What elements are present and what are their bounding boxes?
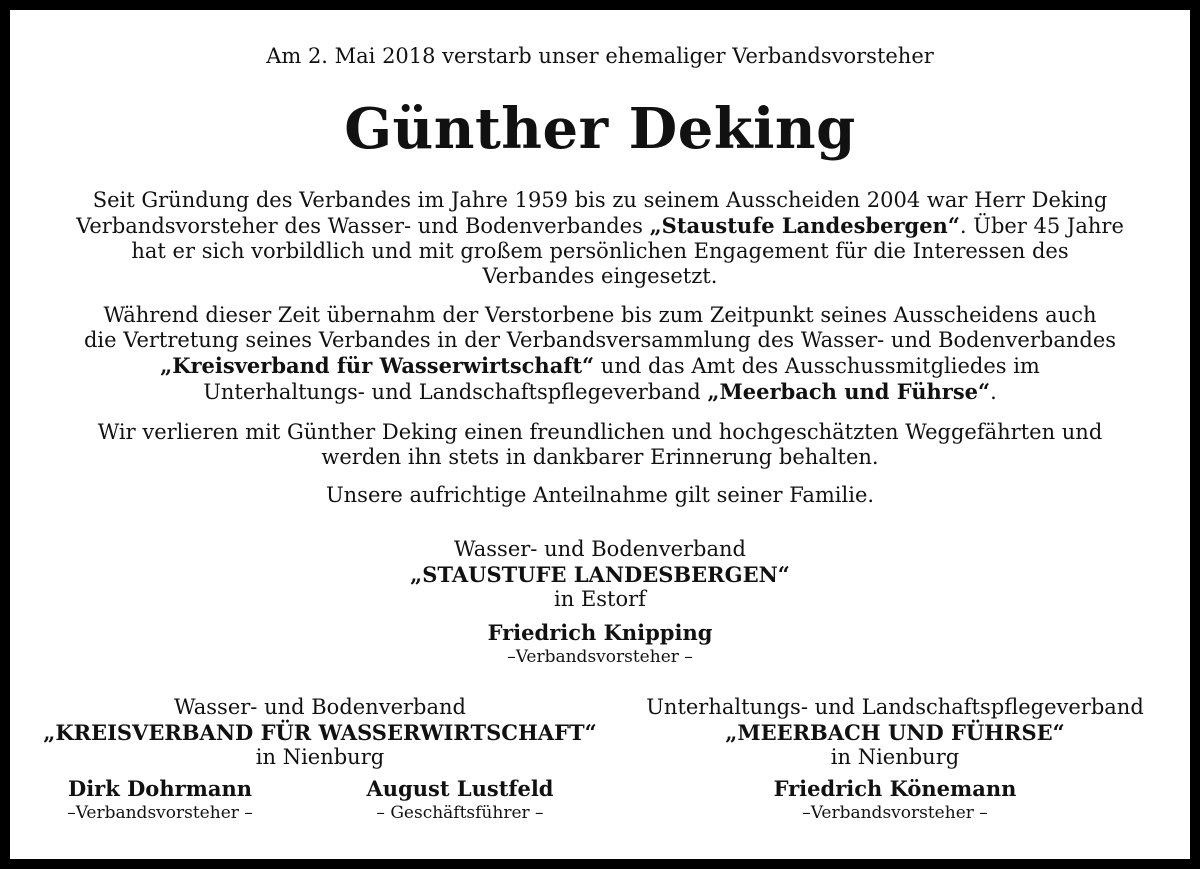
signature-left-role-1: –Verbandsvorsteher – [67,803,253,823]
paragraph-3-line-2: werden ihn stets in dankbarer Erinnerung behalten. [321,445,879,469]
signature-left-person-2-block [330,776,590,824]
org-name-kreisverband: „Kreisverband für Wasserwirtschaft“ [160,353,595,378]
signature-left-person-2: August Lustfeld [366,776,554,801]
text-span: . Über 45 Jahre [959,214,1124,238]
paragraph-2-line-2: die Vertretung seines Verbandes in der Verbandsversammlung des Wasser- und Bodenverbandes [83,328,1117,352]
intro-line: Am 2. Mai 2018 verstarb unser ehemaliger Verbandsvorsteher [266,44,934,68]
paragraph-1-line-4: Verbandes eingesetzt. [482,264,718,288]
signature-left-org-type: Wasser- und Bodenverband [174,695,466,719]
paragraph-1-line-3: hat er sich vorbildlich und mit großem persönlichen Engagement für die Interessen des [131,239,1069,263]
text-span: und das Amt des Ausschussmitgliedes im [594,354,1040,378]
signature-main-org-type: Wasser- und Bodenverband [454,537,746,561]
signature-right [610,695,1180,823]
signature-right-org-type: Unterhaltungs- und Landschaftspflegeverband [646,695,1144,719]
paragraph-2-line-4 [10,379,1190,405]
text-span: . [990,380,997,404]
signature-right-role: –Verbandsvorsteher – [802,803,988,823]
paragraph-4: Unsere aufrichtige Anteilnahme gilt seiner Familie. [325,483,875,507]
signature-left-location: in Nienburg [255,745,385,769]
signature-main-person: Friedrich Knipping [487,620,713,645]
paragraph-2-line-1: Während dieser Zeit übernahm der Verstorbene bis zum Zeitpunkt seines Ausscheidens auch [103,303,1097,327]
signature-right-location: in Nienburg [830,745,960,769]
signature-main [10,537,1190,668]
org-name-staustufe: „Staustufe Landesbergen“ [649,213,960,238]
paragraph-3-line-1: Wir verlieren mit Günther Deking einen freundlichen und hochgeschätzten Weggefährten und [97,420,1103,444]
signature-right-person-block [610,776,1180,824]
signature-main-org-name: „STAUSTUFE LANDESBERGEN“ [410,562,790,587]
paragraph-1-line-1: Seit Gründung des Verbandes im Jahre 1959 bis zu seinem Ausscheiden 2004 war Herr Deking [92,188,1108,212]
text-span: Verbandsvorsteher des Wasser- und Bodenverbandes [76,214,650,238]
paragraph-1 [10,188,1190,289]
text-span: Unterhaltungs- und Landschaftspflegeverband [203,380,708,404]
paragraph-2 [10,303,1190,405]
paragraph-3 [10,420,1190,470]
deceased-name: Günther Deking [344,96,856,162]
signature-left-person-1: Dirk Dohrmann [67,776,253,801]
signature-main-role: –Verbandsvorsteher – [507,647,693,667]
signature-left-person-1-block [30,776,290,824]
org-name-meerbach: „Meerbach und Führse“ [707,379,991,404]
signature-left-org-name: „KREISVERBAND FÜR WASSERWIRTSCHAFT“ [43,720,597,745]
paragraph-1-line-2 [10,213,1190,239]
signature-right-person: Friedrich Könemann [773,776,1017,801]
signature-main-location: in Estorf [554,587,646,611]
signature-right-org-name: „MEERBACH UND FÜHRSE“ [725,720,1065,745]
signature-left-role-2: – Geschäftsführer – [376,803,544,823]
signature-left [30,695,610,823]
paragraph-2-line-3 [10,353,1190,379]
obituary-notice [10,10,1190,859]
